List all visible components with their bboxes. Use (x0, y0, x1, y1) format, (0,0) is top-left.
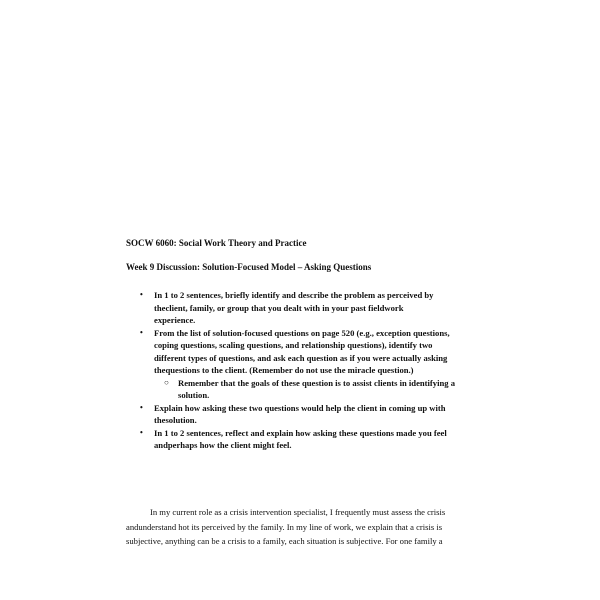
essay-body (126, 505, 486, 549)
prompt-line: From the list of solution-focused questions on page 520 (e.g., exception questions, (154, 327, 450, 338)
bullet-icon: • (140, 290, 143, 299)
prompt-item (126, 327, 506, 402)
bullet-icon: • (140, 327, 143, 337)
prompt-line: theclient, family, or group that you dealt with in your past fieldwork (154, 302, 404, 313)
prompt-item (126, 289, 506, 327)
discussion-title: Week 9 Discussion: Solution-Focused Model – Asking Questions (126, 262, 372, 272)
prompt-line: andperhaps how the client might feel. (154, 440, 292, 450)
prompt-line: experience. (154, 315, 196, 325)
prompt-line: Explain how asking these two questions would help the client in coming up with (154, 402, 446, 413)
prompt-line: coping questions, scaling questions, and relationship questions), identify two (154, 340, 433, 350)
prompt-line: In 1 to 2 sentences, briefly identify and describe the problem as perceived by (154, 290, 434, 300)
prompt-line: In 1 to 2 sentences, reflect and explain how asking these questions made you feel (154, 427, 447, 438)
bullet-icon: • (140, 427, 143, 437)
discussion-prompt-list (126, 289, 506, 452)
prompt-line: thesolution. (154, 415, 197, 425)
hollow-bullet-icon: ○ (164, 377, 169, 387)
sub-prompt-item (126, 377, 506, 402)
essay-line: andunderstand hot its perceived by the family. In my line of work, we explain that a crisis is (126, 521, 443, 532)
prompt-line: different types of questions, and ask each question as if you were actually asking (154, 352, 448, 363)
sub-prompt-line: solution. (178, 390, 210, 400)
prompt-line: thequestions to the client. (Remember do not use the miracle question.) (154, 365, 414, 375)
prompt-item (126, 427, 506, 452)
bullet-icon: • (140, 402, 143, 412)
prompt-item (126, 402, 506, 427)
sub-prompt-list (154, 377, 506, 402)
essay-line: subjective, anything can be a crisis to a family, each situation is subjective. For one family a (126, 536, 443, 546)
course-title: SOCW 6060: Social Work Theory and Practice (126, 238, 307, 248)
essay-line: In my current role as a crisis intervention specialist, I frequently must assess the crisis (150, 507, 446, 517)
sub-prompt-line: Remember that the goals of these question is to assist clients in identifying a (178, 377, 455, 388)
